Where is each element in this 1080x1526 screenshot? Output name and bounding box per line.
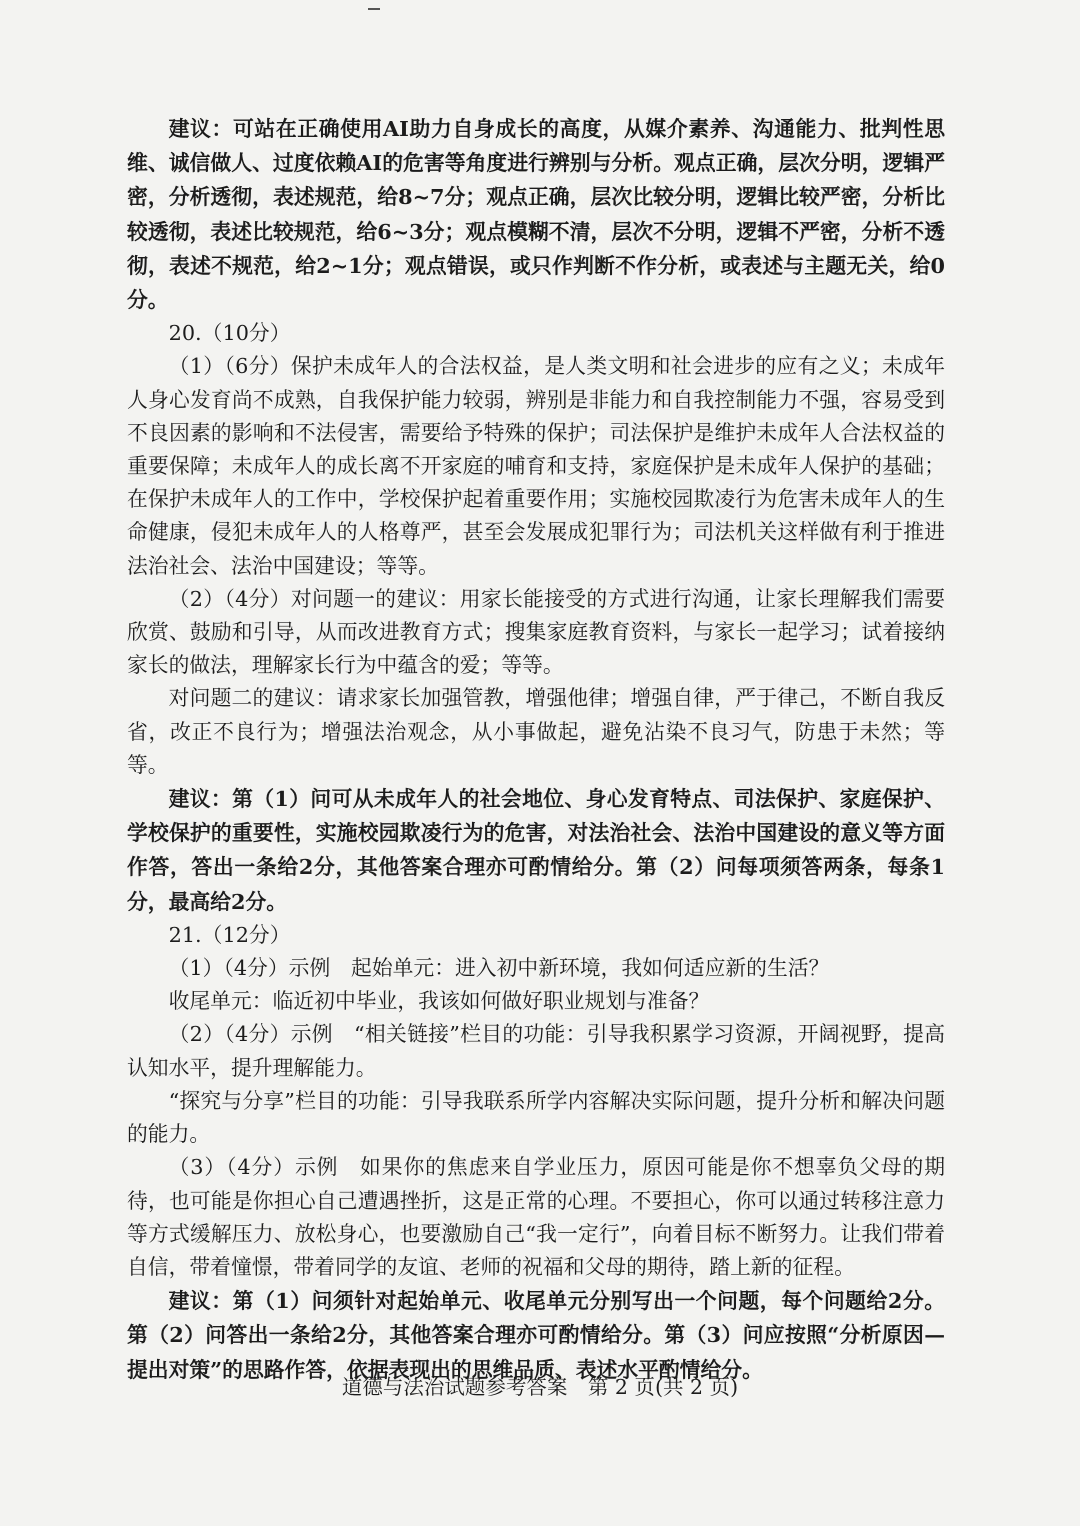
q20-part1-answer: （1）（6分）保护未成年人的合法权益，是人类文明和社会进步的应有之义；未成年人身心发育尚不成熟，自我保护能力较弱，辨别是非能力和自我控制能力不强，容易受到不良因素的影响和不法侵害，需要给予特殊的保护；司法保护是维护未成年人合法权益的重要保障；未成年人的成长离不开家庭的哺育和支持，家庭保护是未成年人保护的基础；在保护未成年人的工作中，学校保护起着重要作用；实施校园欺凌行为危害未成年人的生命健康，侵犯未成年人的人格尊严，甚至会发展成犯罪行为；司法机关这样做有利于推进法治社会、法治中国建设；等等。 [127,354,945,578]
q21-part1-end-unit: 收尾单元：临近初中毕业，我该如何做好职业规划与准备？ [168,989,710,1014]
advice-label: 建议： [168,1288,233,1314]
q21-part1-start-unit: （1）（4分）示例 起始单元：进入初中新环境，我如何适应新的生活？ [168,956,830,981]
answer-content [127,112,945,1387]
page-footer: 道德与法治试题参考答案 第 2 页(共 2 页) [341,1375,739,1399]
advice-text: 第（1）问可从未成年人的社会地位、身心发育特点、司法保护、家庭保护、学校保护的重要性，实施校园欺凌行为的危害，对法治社会、法治中国建设的意义等方面作答，答出一条给2分，其他答案合理亦可酌情给分。第（2）问每项须答两条，每条1分，最高给2分。 [127,786,946,914]
advice-text: 可站在正确使用AI助力自身成长的高度，从媒介素养、沟通能力、批判性思维、诚信做人、过度依赖AI的危害等角度进行辨别与分析。观点正确，层次分明，逻辑严密，分析透彻，表述规范，给8~7分；观点正确，层次比较分明，逻辑比较严密，分析比较透彻，表述比较规范，给6~3分；观点模糊不清，层次不分明，逻辑不严密，分析不透彻，表述不规范，给2~1分；观点错误，或只作判断不作分析，或表述与主题无关，给0分。 [127,116,945,313]
advice-q19 [127,112,945,317]
q21-part2-related-links: （2）（4分）示例 “相关链接”栏目的功能：引导我积累学习资源，开阔视野，提高认知水平，提升理解能力。 [127,1022,945,1080]
question-21-heading: 21.（12分） [168,922,291,947]
advice-text: 第（1）问须针对起始单元、收尾单元分别写出一个问题，每个问题给2分。第（2）问答出一条给2分，其他答案合理亦可酌情给分。第（3）问应按照“分析原因—提出对策”的思路作答，依据表现出的思维品质、表述水平酌情给分。 [127,1288,945,1382]
advice-label: 建议： [168,116,233,141]
q20-part2-answer-problem2: 对问题二的建议：请求家长加强管教，增强他律；增强自律，严于律己，不断自我反省，改正不良行为；增强法治观念，从小事做起，避免沾染不良习气，防患于未然；等等。 [127,686,945,777]
q20-part2-answer-problem1: （2）（4分）对问题一的建议：用家长能接受的方式进行沟通，让家长理解我们需要欣赏、鼓励和引导，从而改进教育方式；搜集家庭教育资料，与家长一起学习；试着接纳家长的做法，理解家长行为中蕴含的爱；等等。 [127,586,945,678]
scan-mark [368,8,380,10]
question-20-heading: 20.（10分） [168,321,291,346]
q21-part2-explore-share: “探究与分享”栏目的功能：引导我联系所学内容解决实际问题，提升分析和解决问题的能力。 [127,1088,945,1147]
advice-q20 [127,782,945,919]
q21-part3-answer: （3）（4分）示例 如果你的焦虑来自学业压力，原因可能是你不想辜负父母的期待，也可能是你担心自己遭遇挫折，这是正常的心理。不要担心，你可以通过转移注意力等方式缓解压力、放松身心，也要激励自己“我一定行”，向着目标不断努力。让我们带着自信，带着憧憬，带着同学的友谊、老师的祝福和父母的期待，踏上新的征程。 [127,1155,945,1279]
advice-label: 建议： [168,786,233,812]
